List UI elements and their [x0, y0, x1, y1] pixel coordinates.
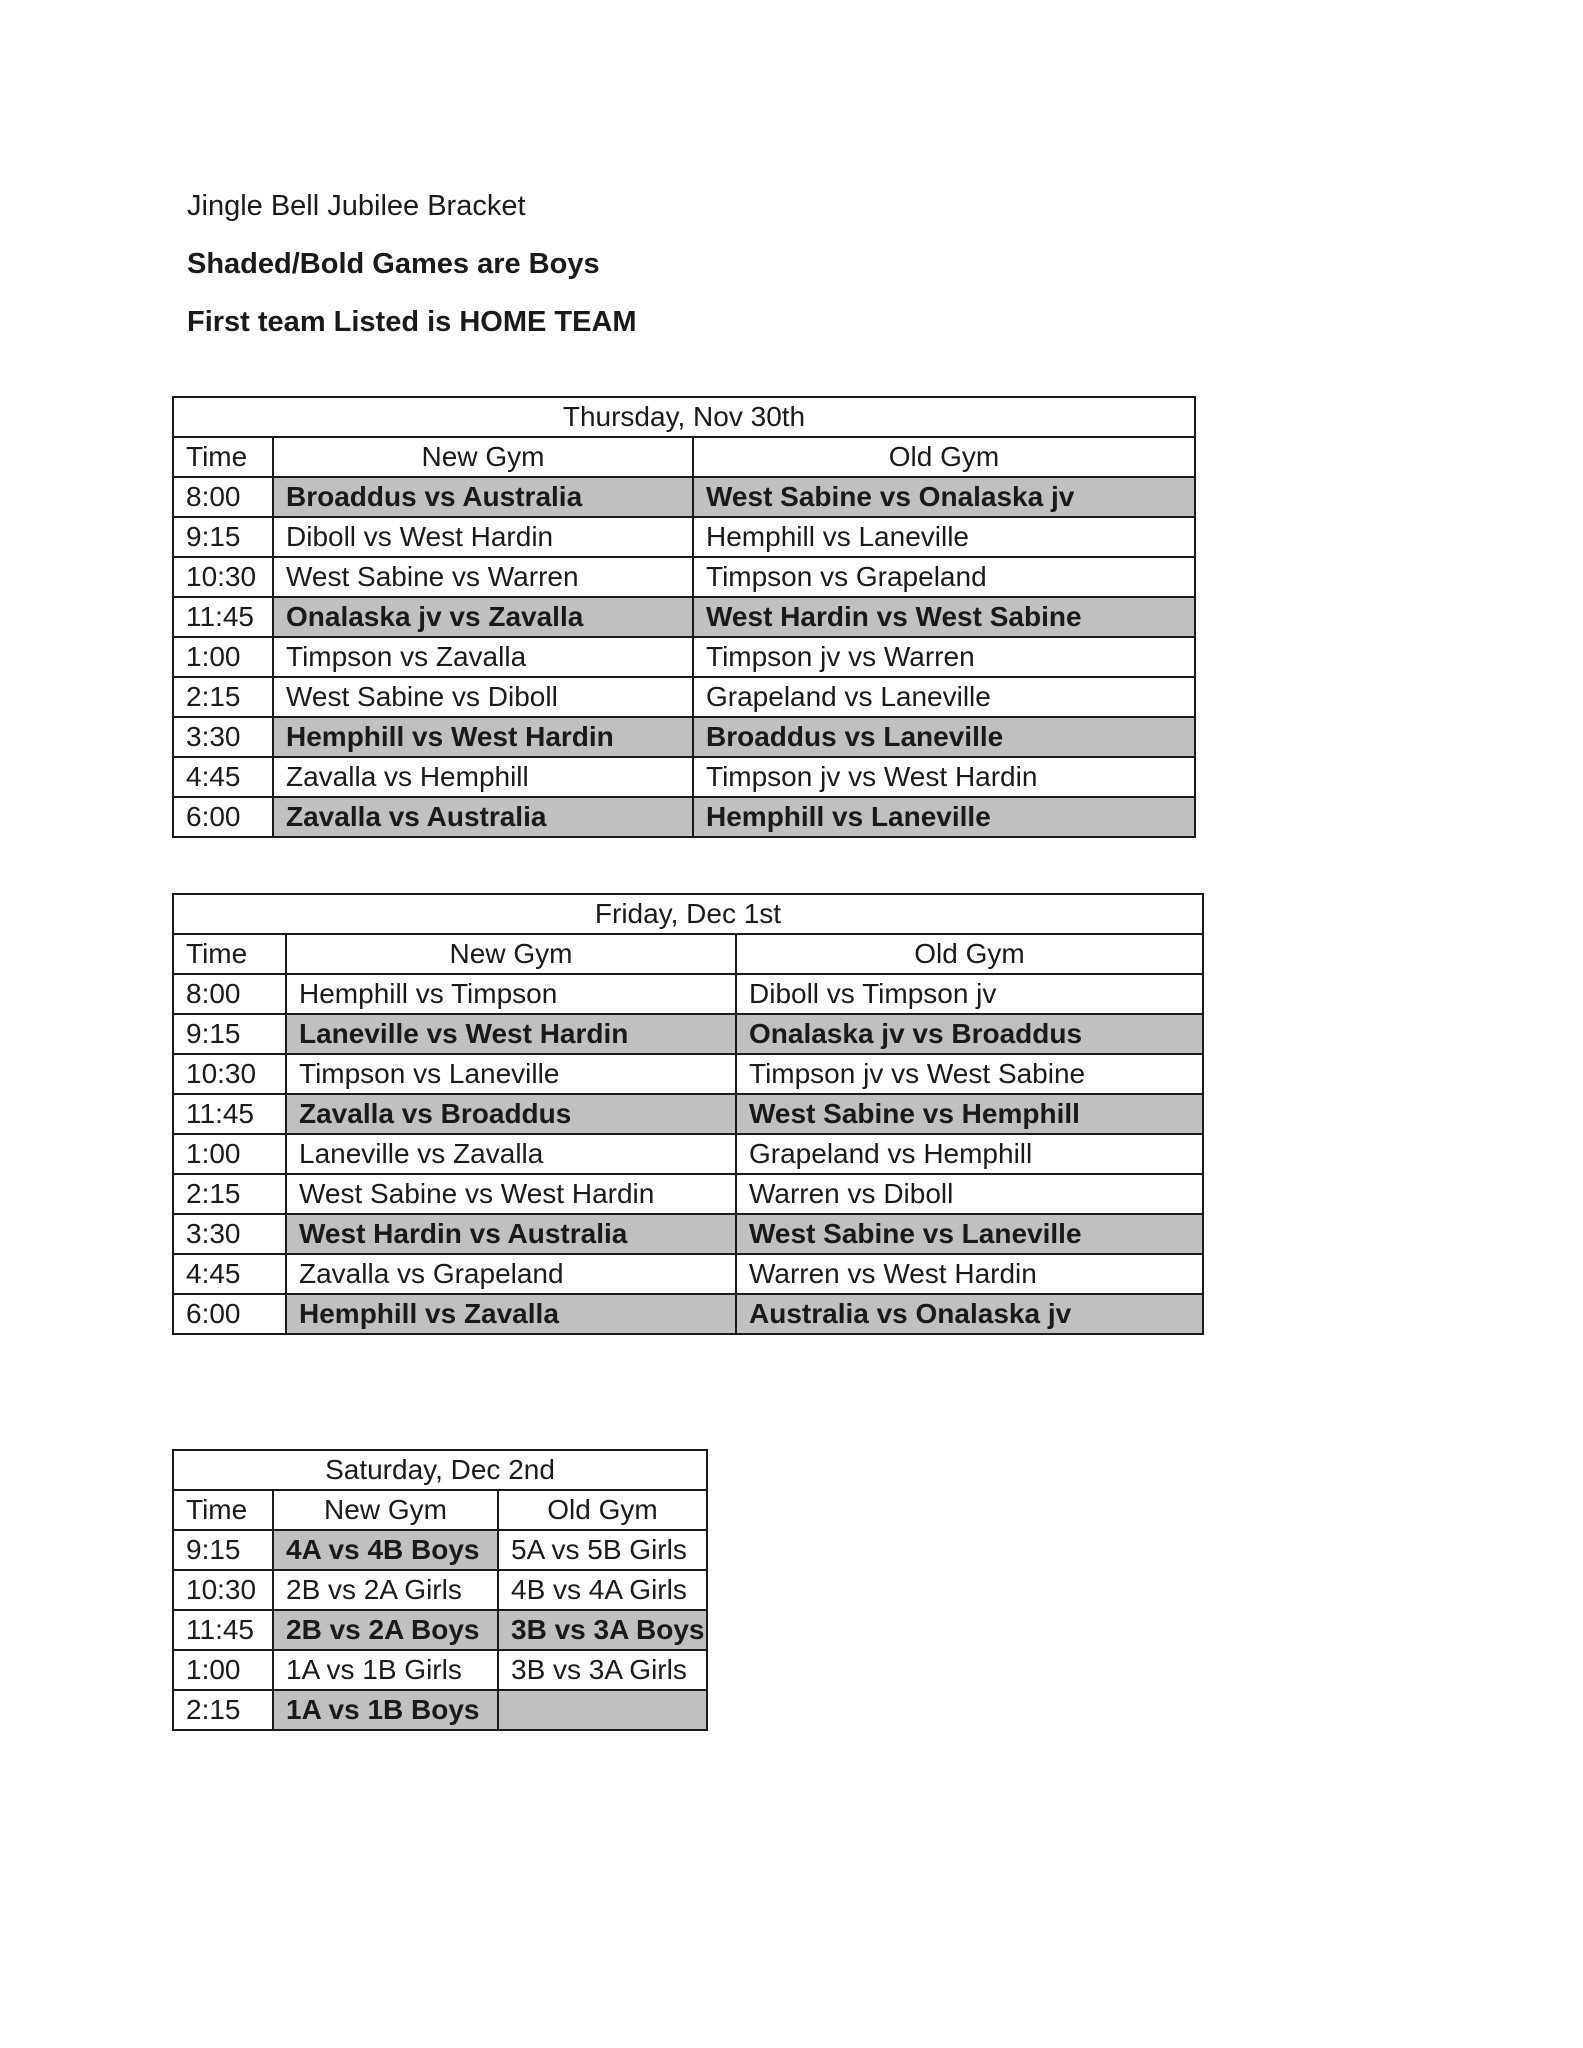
old-gym-game: West Sabine vs Laneville [736, 1214, 1203, 1254]
old-gym-game: 3B vs 3A Girls [498, 1650, 707, 1690]
game-time: 3:30 [173, 1214, 286, 1254]
old-gym-game: Timpson vs Grapeland [693, 557, 1195, 597]
game-time: 11:45 [173, 1094, 286, 1134]
new-gym-game: West Hardin vs Australia [286, 1214, 736, 1254]
new-gym-game: Hemphill vs Timpson [286, 974, 736, 1014]
day-header-row [173, 1450, 707, 1490]
table-row [173, 974, 1203, 1014]
table-row [173, 1214, 1203, 1254]
table-row [173, 1610, 707, 1650]
table-row [173, 1570, 707, 1610]
game-time: 2:15 [173, 677, 273, 717]
old-gym-game: Timpson jv vs West Hardin [693, 757, 1195, 797]
old-gym-game: Hemphill vs Laneville [693, 517, 1195, 557]
new-gym-game: Hemphill vs West Hardin [273, 717, 693, 757]
table-row [173, 1054, 1203, 1094]
new-gym-game: Diboll vs West Hardin [273, 517, 693, 557]
game-time: 4:45 [173, 1254, 286, 1294]
old-gym-game: West Sabine vs Hemphill [736, 1094, 1203, 1134]
table-row [173, 797, 1195, 837]
column-header-new-gym: New Gym [286, 934, 736, 974]
column-header-old-gym: Old Gym [498, 1490, 707, 1530]
table-row [173, 677, 1195, 717]
old-gym-game: 5A vs 5B Girls [498, 1530, 707, 1570]
column-header-row [173, 1490, 707, 1530]
game-time: 10:30 [173, 1054, 286, 1094]
saturday-schedule-table [172, 1449, 708, 1731]
game-time: 1:00 [173, 1134, 286, 1174]
home-team-note: First team Listed is HOME TEAM [187, 306, 637, 338]
column-header-time: Time [173, 437, 273, 477]
old-gym-game: Warren vs West Hardin [736, 1254, 1203, 1294]
new-gym-game: West Sabine vs West Hardin [286, 1174, 736, 1214]
game-time: 1:00 [173, 1650, 273, 1690]
game-time: 8:00 [173, 477, 273, 517]
game-time: 3:30 [173, 717, 273, 757]
old-gym-game: Grapeland vs Laneville [693, 677, 1195, 717]
table-row [173, 1254, 1203, 1294]
table-row [173, 1650, 707, 1690]
new-gym-game: Laneville vs Zavalla [286, 1134, 736, 1174]
game-time: 11:45 [173, 597, 273, 637]
new-gym-game: 2B vs 2A Boys [273, 1610, 498, 1650]
column-header-time: Time [173, 1490, 273, 1530]
game-time: 6:00 [173, 797, 273, 837]
game-time: 9:15 [173, 1014, 286, 1054]
day-title: Friday, Dec 1st [173, 894, 1203, 934]
table-row [173, 637, 1195, 677]
friday-schedule-table [172, 893, 1204, 1335]
game-time: 10:30 [173, 1570, 273, 1610]
day-header-row [173, 894, 1203, 934]
new-gym-game: Zavalla vs Hemphill [273, 757, 693, 797]
new-gym-game: 2B vs 2A Girls [273, 1570, 498, 1610]
old-gym-game: 3B vs 3A Boys [498, 1610, 707, 1650]
new-gym-game: 4A vs 4B Boys [273, 1530, 498, 1570]
table-row [173, 1134, 1203, 1174]
day-title: Thursday, Nov 30th [173, 397, 1195, 437]
table-row [173, 717, 1195, 757]
game-time: 1:00 [173, 637, 273, 677]
legend-note: Shaded/Bold Games are Boys [187, 248, 600, 280]
table-row [173, 517, 1195, 557]
old-gym-game: Australia vs Onalaska jv [736, 1294, 1203, 1334]
game-time: 11:45 [173, 1610, 273, 1650]
game-time: 9:15 [173, 517, 273, 557]
new-gym-game: Zavalla vs Australia [273, 797, 693, 837]
new-gym-game: Broaddus vs Australia [273, 477, 693, 517]
game-time: 6:00 [173, 1294, 286, 1334]
column-header-row [173, 934, 1203, 974]
page-title: Jingle Bell Jubilee Bracket [187, 190, 526, 222]
old-gym-game: 4B vs 4A Girls [498, 1570, 707, 1610]
game-time: 2:15 [173, 1690, 273, 1730]
column-header-old-gym: Old Gym [693, 437, 1195, 477]
day-title: Saturday, Dec 2nd [173, 1450, 707, 1490]
column-header-new-gym: New Gym [273, 1490, 498, 1530]
old-gym-game [498, 1690, 707, 1730]
game-time: 2:15 [173, 1174, 286, 1214]
old-gym-game: Timpson jv vs West Sabine [736, 1054, 1203, 1094]
old-gym-game: Onalaska jv vs Broaddus [736, 1014, 1203, 1054]
old-gym-game: Hemphill vs Laneville [693, 797, 1195, 837]
old-gym-game: West Hardin vs West Sabine [693, 597, 1195, 637]
new-gym-game: Laneville vs West Hardin [286, 1014, 736, 1054]
table-row [173, 1174, 1203, 1214]
new-gym-game: Zavalla vs Broaddus [286, 1094, 736, 1134]
column-header-old-gym: Old Gym [736, 934, 1203, 974]
new-gym-game: Timpson vs Laneville [286, 1054, 736, 1094]
new-gym-game: 1A vs 1B Boys [273, 1690, 498, 1730]
new-gym-game: West Sabine vs Diboll [273, 677, 693, 717]
new-gym-game: Zavalla vs Grapeland [286, 1254, 736, 1294]
table-row [173, 757, 1195, 797]
old-gym-game: Warren vs Diboll [736, 1174, 1203, 1214]
table-row [173, 477, 1195, 517]
new-gym-game: 1A vs 1B Girls [273, 1650, 498, 1690]
new-gym-game: West Sabine vs Warren [273, 557, 693, 597]
game-time: 10:30 [173, 557, 273, 597]
game-time: 8:00 [173, 974, 286, 1014]
game-time: 9:15 [173, 1530, 273, 1570]
game-time: 4:45 [173, 757, 273, 797]
new-gym-game: Timpson vs Zavalla [273, 637, 693, 677]
column-header-new-gym: New Gym [273, 437, 693, 477]
table-row [173, 1014, 1203, 1054]
old-gym-game: Diboll vs Timpson jv [736, 974, 1203, 1014]
old-gym-game: Timpson jv vs Warren [693, 637, 1195, 677]
day-header-row [173, 397, 1195, 437]
new-gym-game: Onalaska jv vs Zavalla [273, 597, 693, 637]
table-row [173, 1294, 1203, 1334]
thursday-schedule-table [172, 396, 1196, 838]
new-gym-game: Hemphill vs Zavalla [286, 1294, 736, 1334]
table-row [173, 597, 1195, 637]
old-gym-game: Grapeland vs Hemphill [736, 1134, 1203, 1174]
table-row [173, 1690, 707, 1730]
table-row [173, 1094, 1203, 1134]
old-gym-game: West Sabine vs Onalaska jv [693, 477, 1195, 517]
table-row [173, 557, 1195, 597]
column-header-row [173, 437, 1195, 477]
table-row [173, 1530, 707, 1570]
old-gym-game: Broaddus vs Laneville [693, 717, 1195, 757]
column-header-time: Time [173, 934, 286, 974]
